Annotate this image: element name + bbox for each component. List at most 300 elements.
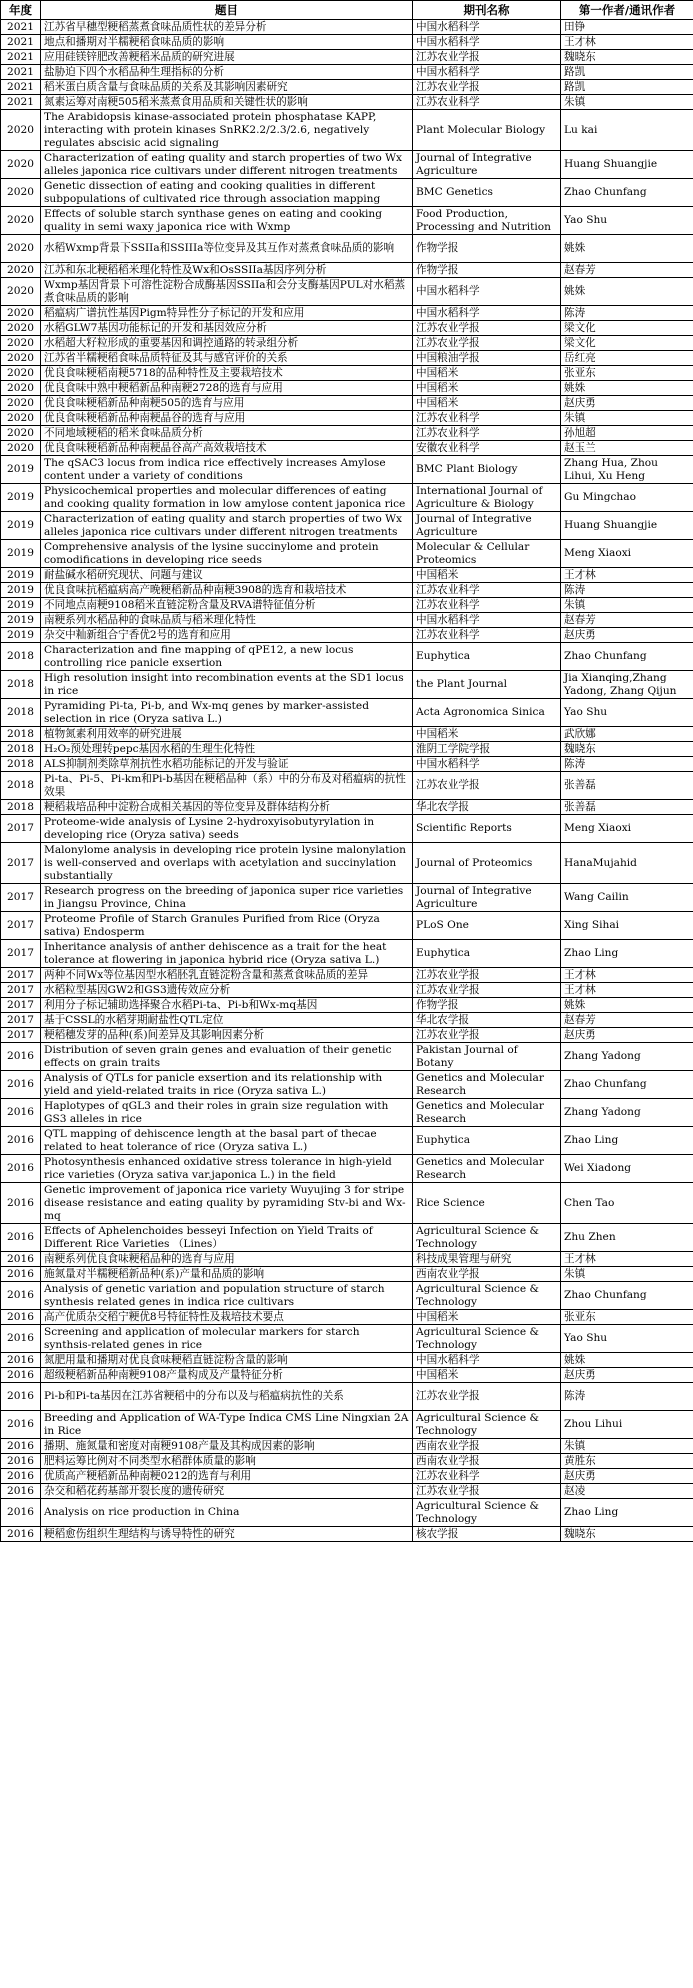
cell-year: 2020: [1, 235, 41, 263]
cell-year: 2018: [1, 671, 41, 699]
table-body: [1, 20, 693, 1542]
cell-author: Wang Cailin: [561, 884, 693, 912]
table-row: [1, 351, 693, 366]
cell-title: 稻瘟病广谱抗性基因Pigm特异性分子标记的开发和应用: [41, 306, 413, 321]
cell-year: 2020: [1, 179, 41, 207]
cell-year: 2020: [1, 366, 41, 381]
cell-year: 2021: [1, 65, 41, 80]
table-row: [1, 1028, 693, 1043]
cell-year: 2016: [1, 1183, 41, 1224]
cell-author: Lu kai: [561, 110, 693, 151]
table-row: [1, 1454, 693, 1469]
cell-title: High resolution insight into recombination events at the SD1 locus in rice: [41, 671, 413, 699]
cell-year: 2018: [1, 742, 41, 757]
cell-title: 优良食味粳稻新品种南粳晶谷高产高效栽培技术: [41, 441, 413, 456]
cell-author: Wei Xiadong: [561, 1155, 693, 1183]
table-row: [1, 998, 693, 1013]
cell-title: 超级粳稻新品种南粳9108产量构成及产量特征分析: [41, 1368, 413, 1383]
table-row: [1, 1383, 693, 1411]
cell-year: 2016: [1, 1267, 41, 1282]
cell-journal: 江苏农业学报: [413, 1484, 561, 1499]
cell-author: Xing Sihai: [561, 912, 693, 940]
cell-year: 2018: [1, 727, 41, 742]
cell-title: 肥料运筹比例对不同类型水稻群体质量的影响: [41, 1454, 413, 1469]
table-row: [1, 1411, 693, 1439]
cell-author: 陈涛: [561, 757, 693, 772]
cell-author: Zhang Hua, Zhou Lihui, Xu Heng: [561, 456, 693, 484]
cell-author: Yao Shu: [561, 699, 693, 727]
cell-year: 2016: [1, 1484, 41, 1499]
cell-year: 2018: [1, 757, 41, 772]
cell-year: 2016: [1, 1127, 41, 1155]
cell-title: Comprehensive analysis of the lysine succinylome and protein comodifications in developing rice seeds: [41, 540, 413, 568]
cell-author: 赵庆勇: [561, 1028, 693, 1043]
cell-title: 植物氮素利用效率的研究进展: [41, 727, 413, 742]
cell-journal: 华北农学报: [413, 800, 561, 815]
cell-author: 赵春芳: [561, 1013, 693, 1028]
table-row: [1, 643, 693, 671]
cell-journal: Genetics and Molecular Research: [413, 1099, 561, 1127]
table-row: [1, 540, 693, 568]
cell-year: 2019: [1, 568, 41, 583]
cell-author: Huang Shuangjie: [561, 512, 693, 540]
cell-journal: Journal of Integrative Agriculture: [413, 884, 561, 912]
cell-year: 2019: [1, 540, 41, 568]
cell-title: Inheritance analysis of anther dehiscence as a trait for the heat tolerance at flowering in japonica hybrid rice (Oryza sativa L.): [41, 940, 413, 968]
table-row: [1, 484, 693, 512]
cell-author: 陈涛: [561, 1383, 693, 1411]
table-row: [1, 1527, 693, 1542]
cell-title: Proteome-wide analysis of Lysine 2-hydroxyisobutyrylation in developing rice (Oryza sativa) seeds: [41, 815, 413, 843]
cell-journal: International Journal of Agriculture & Biology: [413, 484, 561, 512]
cell-year: 2020: [1, 351, 41, 366]
cell-title: QTL mapping of dehiscence length at the basal part of thecae related to heat tolerance of rice (Oryza sativa L.): [41, 1127, 413, 1155]
cell-year: 2018: [1, 699, 41, 727]
table-row: [1, 381, 693, 396]
cell-journal: 中国水稻科学: [413, 20, 561, 35]
cell-title: 水稻Wxmp背景下SSIIa和SSIIIa等位变异及其互作对蒸煮食味品质的影响: [41, 235, 413, 263]
cell-year: 2016: [1, 1411, 41, 1439]
cell-year: 2016: [1, 1252, 41, 1267]
table-row: [1, 800, 693, 815]
table-row: [1, 1439, 693, 1454]
cell-journal: 中国稻米: [413, 568, 561, 583]
cell-title: 稻米蛋白质含量与食味品质的关系及其影响因素研究: [41, 80, 413, 95]
table-row: [1, 1267, 693, 1282]
cell-author: Yao Shu: [561, 207, 693, 235]
cell-title: Malonylome analysis in developing rice protein lysine malonylation is well-conserved and overlaps with acetylation and succinylation substantially: [41, 843, 413, 884]
table-row: [1, 1353, 693, 1368]
cell-year: 2020: [1, 426, 41, 441]
cell-journal: 中国水稻科学: [413, 1353, 561, 1368]
cell-author: Zhao Chunfang: [561, 179, 693, 207]
cell-year: 2016: [1, 1368, 41, 1383]
cell-journal: Rice Science: [413, 1183, 561, 1224]
cell-title: Photosynthesis enhanced oxidative stress tolerance in high-yield rice varieties (Oryza sativa var.japonica L.) in the field: [41, 1155, 413, 1183]
cell-year: 2021: [1, 35, 41, 50]
cell-title: 氮肥用量和播期对优良食味粳稻直链淀粉含量的影响: [41, 1353, 413, 1368]
cell-journal: 科技成果管理与研究: [413, 1252, 561, 1267]
cell-year: 2016: [1, 1353, 41, 1368]
cell-title: 施氮量对半糯粳稻新品种(系)产量和品质的影响: [41, 1267, 413, 1282]
cell-year: 2016: [1, 1439, 41, 1454]
cell-year: 2017: [1, 884, 41, 912]
cell-journal: 江苏农业学报: [413, 50, 561, 65]
cell-title: H₂O₂预处理转pepc基因水稻的生理生化特性: [41, 742, 413, 757]
cell-journal: 江苏农业学报: [413, 321, 561, 336]
cell-author: Zhu Zhen: [561, 1224, 693, 1252]
header-title: 题目: [41, 1, 413, 20]
cell-title: 盐胁迫下四个水稻品种生理指标的分析: [41, 65, 413, 80]
cell-journal: 中国稻米: [413, 1310, 561, 1325]
cell-author: 姚姝: [561, 1353, 693, 1368]
cell-journal: 中国水稻科学: [413, 65, 561, 80]
table-row: [1, 583, 693, 598]
table-row: [1, 1368, 693, 1383]
cell-year: 2018: [1, 800, 41, 815]
cell-author: Zhao Chunfang: [561, 1071, 693, 1099]
table-row: [1, 983, 693, 998]
cell-year: 2019: [1, 583, 41, 598]
cell-author: Zhou Lihui: [561, 1411, 693, 1439]
table-row: [1, 20, 693, 35]
cell-title: 不同地域粳稻的稻米食味品质分析: [41, 426, 413, 441]
cell-journal: 中国粮油学报: [413, 351, 561, 366]
cell-year: 2019: [1, 598, 41, 613]
cell-author: 王才林: [561, 35, 693, 50]
cell-title: Pi-ta、Pi-5、Pi-km和Pi-b基因在粳稻品种（系）中的分布及对稻瘟病的抗性效果: [41, 772, 413, 800]
table-row: [1, 426, 693, 441]
cell-journal: Agricultural Science & Technology: [413, 1282, 561, 1310]
cell-author: 梁文化: [561, 321, 693, 336]
cell-year: 2016: [1, 1224, 41, 1252]
cell-title: 利用分子标记辅助选择聚合水稻Pi-ta、Pi-b和Wx-mq基因: [41, 998, 413, 1013]
cell-journal: 江苏农业科学: [413, 426, 561, 441]
table-row: [1, 1071, 693, 1099]
cell-year: 2020: [1, 110, 41, 151]
table-row: [1, 727, 693, 742]
cell-year: 2021: [1, 50, 41, 65]
table-row: [1, 613, 693, 628]
table-row: [1, 1183, 693, 1224]
table-row: [1, 568, 693, 583]
table-row: [1, 441, 693, 456]
cell-author: 朱镇: [561, 411, 693, 426]
cell-author: Zhao Chunfang: [561, 643, 693, 671]
table-row: [1, 1224, 693, 1252]
cell-title: 两种不同Wx等位基因型水稻胚乳直链淀粉含量和蒸煮食味品质的差异: [41, 968, 413, 983]
cell-author: Zhao Ling: [561, 1499, 693, 1527]
cell-year: 2017: [1, 940, 41, 968]
cell-author: 田铮: [561, 20, 693, 35]
table-row: [1, 512, 693, 540]
cell-title: Characterization of eating quality and starch properties of two Wx alleles japonica rice cultivars under different nitrogen treatments: [41, 512, 413, 540]
cell-journal: Agricultural Science & Technology: [413, 1325, 561, 1353]
cell-title: Research progress on the breeding of japonica super rice varieties in Jiangsu Province, China: [41, 884, 413, 912]
cell-author: 路凯: [561, 65, 693, 80]
cell-title: 应用硅镁锌肥改善粳稻米品质的研究进展: [41, 50, 413, 65]
cell-title: Pi-b和Pi-ta基因在江苏省粳稻中的分布以及与稻瘟病抗性的关系: [41, 1383, 413, 1411]
cell-journal: Genetics and Molecular Research: [413, 1071, 561, 1099]
cell-journal: Pakistan Journal of Botany: [413, 1043, 561, 1071]
table-row: [1, 207, 693, 235]
cell-title: 播期、施氮量和密度对南粳9108产量及其构成因素的影响: [41, 1439, 413, 1454]
table-row: [1, 940, 693, 968]
cell-author: 陈涛: [561, 583, 693, 598]
cell-title: 地点和播期对半糯粳稻食味品质的影响: [41, 35, 413, 50]
table-row: [1, 35, 693, 50]
cell-year: 2017: [1, 843, 41, 884]
table-row: [1, 1127, 693, 1155]
cell-year: 2020: [1, 263, 41, 278]
cell-title: 粳稻栽培品种中淀粉合成相关基因的等位变异及群体结构分析: [41, 800, 413, 815]
table-row: [1, 1469, 693, 1484]
cell-year: 2017: [1, 968, 41, 983]
cell-title: Genetic improvement of japonica rice variety Wuyujing 3 for stripe disease resistance and eating quality by pyramiding Stv-bi and Wx-mq: [41, 1183, 413, 1224]
table-row: [1, 628, 693, 643]
cell-author: 赵庆勇: [561, 628, 693, 643]
cell-author: Meng Xiaoxi: [561, 540, 693, 568]
table-row: [1, 912, 693, 940]
cell-journal: 中国水稻科学: [413, 35, 561, 50]
cell-year: 2020: [1, 411, 41, 426]
cell-journal: Food Production, Processing and Nutrition: [413, 207, 561, 235]
cell-title: Characterization of eating quality and starch properties of two Wx alleles japonica rice cultivars under different nitrogen treatments: [41, 151, 413, 179]
cell-author: 孙旭超: [561, 426, 693, 441]
cell-journal: Euphytica: [413, 940, 561, 968]
table-row: [1, 456, 693, 484]
cell-author: 赵庆勇: [561, 1469, 693, 1484]
cell-journal: 中国水稻科学: [413, 613, 561, 628]
cell-year: 2016: [1, 1499, 41, 1527]
cell-year: 2019: [1, 512, 41, 540]
cell-author: Zhao Chunfang: [561, 1282, 693, 1310]
cell-title: Characterization and fine mapping of qPE12, a new locus controlling rice panicle exsertion: [41, 643, 413, 671]
cell-title: ALS抑制剂类除草剂抗性水稻功能标记的开发与验证: [41, 757, 413, 772]
cell-year: 2017: [1, 1013, 41, 1028]
cell-journal: 江苏农业科学: [413, 598, 561, 613]
cell-author: 张善磊: [561, 772, 693, 800]
cell-title: Wxmp基因背景下可溶性淀粉合成酶基因SSIIa和会分支酶基因PUL对水稻蒸煮食味品质的影响: [41, 278, 413, 306]
table-row: [1, 843, 693, 884]
cell-year: 2019: [1, 456, 41, 484]
cell-title: 氮素运筹对南粳505稻米蒸煮食用品质和关键性状的影响: [41, 95, 413, 110]
cell-year: 2021: [1, 20, 41, 35]
cell-author: 黄胜东: [561, 1454, 693, 1469]
cell-title: Screening and application of molecular markers for starch synthsis-related genes in rice: [41, 1325, 413, 1353]
cell-title: Haplotypes of qGL3 and their roles in grain size regulation with GS3 alleles in rice: [41, 1099, 413, 1127]
cell-journal: Euphytica: [413, 1127, 561, 1155]
cell-title: 高产优质杂交稻宁粳优8号特征特性及栽培技术要点: [41, 1310, 413, 1325]
cell-journal: BMC Genetics: [413, 179, 561, 207]
cell-year: 2016: [1, 1071, 41, 1099]
cell-author: 魏晓东: [561, 742, 693, 757]
cell-author: Chen Tao: [561, 1183, 693, 1224]
header-year: 年度: [1, 1, 41, 20]
cell-year: 2020: [1, 441, 41, 456]
cell-title: 优良食味粳稻南粳5718的品种特性及主要栽培技术: [41, 366, 413, 381]
cell-author: HanaMujahid: [561, 843, 693, 884]
cell-year: 2016: [1, 1310, 41, 1325]
cell-title: 粳稻穗发芽的品种(系)间差异及其影响因素分析: [41, 1028, 413, 1043]
cell-journal: 华北农学报: [413, 1013, 561, 1028]
cell-title: Analysis of QTLs for panicle exsertion and its relationship with yield and yield-related traits in rice (Oryza sativa L.): [41, 1071, 413, 1099]
cell-year: 2020: [1, 306, 41, 321]
table-row: [1, 411, 693, 426]
cell-title: 优良食味粳稻新品种南粳505的选育与应用: [41, 396, 413, 411]
cell-author: 姚姝: [561, 278, 693, 306]
cell-year: 2020: [1, 278, 41, 306]
cell-author: 姚姝: [561, 998, 693, 1013]
cell-title: Genetic dissection of eating and cooking qualities in different subpopulations of cultivated rice through association mapping: [41, 179, 413, 207]
cell-title: Pyramiding Pi-ta, Pi-b, and Wx-mq genes by marker-assisted selection in rice (Oryza sativa L.): [41, 699, 413, 727]
cell-year: 2020: [1, 321, 41, 336]
cell-year: 2016: [1, 1527, 41, 1542]
cell-journal: PLoS One: [413, 912, 561, 940]
cell-author: 路凯: [561, 80, 693, 95]
cell-journal: 中国水稻科学: [413, 278, 561, 306]
cell-year: 2017: [1, 815, 41, 843]
cell-author: 赵春芳: [561, 263, 693, 278]
table-row: [1, 80, 693, 95]
cell-journal: 核农学报: [413, 1527, 561, 1542]
table-row: [1, 757, 693, 772]
table-row: [1, 1013, 693, 1028]
cell-author: 王才林: [561, 568, 693, 583]
table-row: [1, 306, 693, 321]
cell-title: Proteome Profile of Starch Granules Purified from Rice (Oryza sativa) Endosperm: [41, 912, 413, 940]
cell-author: Huang Shuangjie: [561, 151, 693, 179]
cell-author: 朱镇: [561, 1439, 693, 1454]
table-row: [1, 278, 693, 306]
cell-author: 朱镇: [561, 95, 693, 110]
cell-author: Zhao Ling: [561, 1127, 693, 1155]
cell-author: 王才林: [561, 968, 693, 983]
cell-year: 2017: [1, 998, 41, 1013]
cell-author: Meng Xiaoxi: [561, 815, 693, 843]
cell-journal: 中国稻米: [413, 381, 561, 396]
cell-title: 水稻粒型基因GW2和GS3遗传效应分析: [41, 983, 413, 998]
cell-title: 江苏省早穗型粳稻蒸煮食味品质性状的差异分析: [41, 20, 413, 35]
table-header-row: [1, 1, 693, 20]
cell-year: 2016: [1, 1454, 41, 1469]
table-row: [1, 968, 693, 983]
table-row: [1, 1310, 693, 1325]
cell-title: 优质高产粳稻新品种南粳0212的选育与利用: [41, 1469, 413, 1484]
cell-journal: 中国稻米: [413, 727, 561, 742]
cell-year: 2020: [1, 151, 41, 179]
cell-journal: 江苏农业学报: [413, 772, 561, 800]
cell-journal: 西南农业学报: [413, 1267, 561, 1282]
cell-journal: 作物学报: [413, 998, 561, 1013]
cell-author: 梁文化: [561, 336, 693, 351]
cell-author: 赵庆勇: [561, 396, 693, 411]
cell-year: 2016: [1, 1155, 41, 1183]
cell-journal: 西南农业学报: [413, 1439, 561, 1454]
cell-year: 2019: [1, 613, 41, 628]
cell-title: 基于CSSL的水稻芽期耐盐性QTL定位: [41, 1013, 413, 1028]
cell-year: 2020: [1, 396, 41, 411]
cell-journal: 淮阴工学院学报: [413, 742, 561, 757]
cell-year: 2016: [1, 1469, 41, 1484]
cell-journal: 江苏农业学报: [413, 1028, 561, 1043]
cell-year: 2016: [1, 1282, 41, 1310]
table-row: [1, 1252, 693, 1267]
cell-title: Analysis of genetic variation and population structure of starch synthesis related genes in indica rice cultivars: [41, 1282, 413, 1310]
cell-year: 2016: [1, 1325, 41, 1353]
table-row: [1, 742, 693, 757]
table-row: [1, 1499, 693, 1527]
cell-author: 魏晓东: [561, 50, 693, 65]
cell-author: 王才林: [561, 983, 693, 998]
table-row: [1, 699, 693, 727]
cell-journal: Molecular & Cellular Proteomics: [413, 540, 561, 568]
cell-journal: Journal of Integrative Agriculture: [413, 151, 561, 179]
cell-author: 魏晓东: [561, 1527, 693, 1542]
cell-author: 朱镇: [561, 1267, 693, 1282]
cell-author: 赵玉兰: [561, 441, 693, 456]
cell-author: 姚姝: [561, 381, 693, 396]
cell-author: Zhao Ling: [561, 940, 693, 968]
cell-journal: Journal of Proteomics: [413, 843, 561, 884]
table-row: [1, 366, 693, 381]
cell-author: 赵凌: [561, 1484, 693, 1499]
cell-author: 陈涛: [561, 306, 693, 321]
cell-journal: 江苏农业科学: [413, 1469, 561, 1484]
table-row: [1, 321, 693, 336]
cell-title: 水稻GLW7基因功能标记的开发和基因效应分析: [41, 321, 413, 336]
cell-journal: 江苏农业学报: [413, 983, 561, 998]
table-row: [1, 1043, 693, 1071]
cell-journal: Acta Agronomica Sinica: [413, 699, 561, 727]
table-row: [1, 95, 693, 110]
cell-journal: Agricultural Science & Technology: [413, 1224, 561, 1252]
cell-title: Breeding and Application of WA-Type Indica CMS Line Ningxian 2A in Rice: [41, 1411, 413, 1439]
cell-journal: Genetics and Molecular Research: [413, 1155, 561, 1183]
table-row: [1, 598, 693, 613]
cell-journal: Agricultural Science & Technology: [413, 1499, 561, 1527]
table-row: [1, 336, 693, 351]
cell-journal: 江苏农业学报: [413, 336, 561, 351]
cell-journal: 中国稻米: [413, 396, 561, 411]
cell-title: 优良食味粳稻新品种南粳晶谷的选育与应用: [41, 411, 413, 426]
table-row: [1, 1484, 693, 1499]
cell-journal: 西南农业学报: [413, 1454, 561, 1469]
cell-author: Gu Mingchao: [561, 484, 693, 512]
cell-year: 2017: [1, 1028, 41, 1043]
cell-title: Physicochemical properties and molecular differences of eating and cooking quality formation in low amylose content japonica rice: [41, 484, 413, 512]
table-row: [1, 65, 693, 80]
cell-title: The Arabidopsis kinase-associated protein phosphatase KAPP, interacting with protein kinases SnRK2.2/2.3/2.6, negatively regulates abscisic acid signaling: [41, 110, 413, 151]
cell-title: 优良食味中熟中粳稻新品种南粳2728的选育与应用: [41, 381, 413, 396]
cell-journal: 江苏农业科学: [413, 583, 561, 598]
table-row: [1, 151, 693, 179]
cell-title: 杂交中籼新组合宁香优2号的选育和应用: [41, 628, 413, 643]
cell-title: 江苏省半糯粳稻食味品质特征及其与感官评价的关系: [41, 351, 413, 366]
cell-journal: Euphytica: [413, 643, 561, 671]
cell-title: Distribution of seven grain genes and evaluation of their genetic effects on grain traits: [41, 1043, 413, 1071]
cell-journal: 江苏农业科学: [413, 628, 561, 643]
cell-author: 张亚东: [561, 1310, 693, 1325]
cell-journal: 中国稻米: [413, 366, 561, 381]
cell-author: 张亚东: [561, 366, 693, 381]
cell-title: 江苏和东北粳稻稻米理化特性及Wx和OsSSIIa基因序列分析: [41, 263, 413, 278]
cell-journal: 安徽农业科学: [413, 441, 561, 456]
cell-journal: BMC Plant Biology: [413, 456, 561, 484]
cell-title: 耐盐碱水稻研究现状、问题与建议: [41, 568, 413, 583]
table-row: [1, 1282, 693, 1310]
table-row: [1, 50, 693, 65]
